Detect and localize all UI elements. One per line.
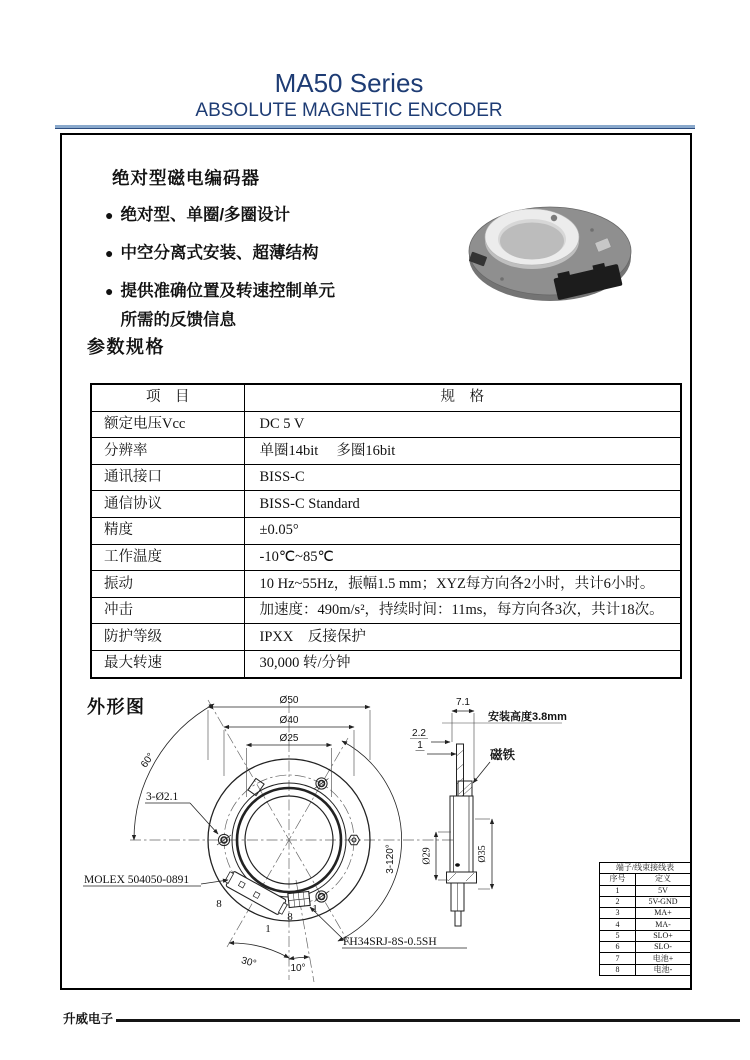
spec-item-cell: 精度 bbox=[91, 517, 244, 544]
bullet-icon: ● bbox=[105, 207, 114, 223]
wiring-row bbox=[600, 964, 691, 975]
wiring-pin-def: MA+ bbox=[636, 908, 691, 919]
wiring-pin-def: SLO+ bbox=[636, 930, 691, 941]
wiring-pin-no: 4 bbox=[600, 919, 636, 930]
dim-diameter-40: Ø40 bbox=[279, 715, 299, 726]
content-box bbox=[60, 133, 692, 990]
spec-row bbox=[91, 597, 681, 624]
feature-item bbox=[105, 239, 365, 268]
fh-label: FH34SRJ-8S-0.5SH bbox=[343, 936, 437, 948]
wiring-row bbox=[600, 885, 691, 896]
wiring-row bbox=[600, 919, 691, 930]
connector-tail bbox=[455, 911, 461, 926]
spec-item-cell: 通信协议 bbox=[91, 491, 244, 518]
spec-value-cell: -10℃~85℃ bbox=[244, 544, 681, 571]
disc-screw-2 bbox=[590, 228, 594, 232]
spec-row bbox=[91, 517, 681, 544]
intro-heading: 绝对型磁电编码器 bbox=[112, 168, 260, 188]
fh-pin8-label: 8 bbox=[287, 911, 293, 923]
dim-diameter-35: Ø35 bbox=[477, 845, 488, 863]
spec-value-cell: IPXX 反接保护 bbox=[244, 624, 681, 651]
wiring-pin-no: 6 bbox=[600, 942, 636, 953]
dim-1: 1 bbox=[417, 740, 423, 751]
feature-text: 绝对型、单圈/多圈设计 bbox=[120, 206, 291, 224]
wiring-pin-def: 电池- bbox=[636, 964, 691, 975]
spec-item-cell: 额定电压Vcc bbox=[91, 411, 244, 438]
angle-30-label: 30° bbox=[239, 955, 258, 970]
spec-item-cell: 最大转速 bbox=[91, 650, 244, 677]
drawing-heading: 外形图 bbox=[87, 693, 150, 719]
feature-list bbox=[105, 201, 365, 344]
wiring-pin-def: 5V-GND bbox=[636, 896, 691, 907]
specs-table bbox=[90, 383, 682, 679]
wiring-row bbox=[600, 908, 691, 919]
wiring-pin-no: 2 bbox=[600, 896, 636, 907]
bottom-flange bbox=[447, 872, 477, 883]
fh-connector bbox=[288, 891, 310, 907]
body-dot bbox=[455, 863, 460, 866]
product-photo bbox=[450, 193, 650, 318]
hub-bore bbox=[500, 223, 564, 260]
wiring-pin-def: 5V bbox=[636, 885, 691, 896]
feature-item bbox=[105, 277, 365, 335]
dim-2-2: 2.2 bbox=[412, 728, 426, 739]
spec-value-cell: 单圈14bit 多圈16bit bbox=[244, 438, 681, 465]
page-subtitle: ABSOLUTE MAGNETIC ENCODER bbox=[195, 100, 503, 121]
specs-col-spec: 规 格 bbox=[244, 384, 681, 411]
spec-row bbox=[91, 624, 681, 651]
magnet-label: 磁铁 bbox=[490, 748, 516, 762]
wiring-row bbox=[600, 930, 691, 941]
spec-row bbox=[91, 571, 681, 598]
spec-item-cell: 振动 bbox=[91, 571, 244, 598]
spec-value-cell: BISS-C bbox=[244, 464, 681, 491]
feature-text: 中空分离式安装、超薄结构 bbox=[120, 244, 319, 262]
wiring-table bbox=[599, 862, 691, 976]
wiring-pin-no: 8 bbox=[600, 964, 636, 975]
angle-60-label: 60° bbox=[139, 751, 157, 770]
spec-row bbox=[91, 544, 681, 571]
feature-item bbox=[105, 201, 365, 230]
angle-10-label: 10° bbox=[290, 963, 306, 974]
holes-label: 3-Ø2.1 bbox=[146, 791, 179, 803]
molex-connector bbox=[223, 870, 289, 917]
spec-item-cell: 分辨率 bbox=[91, 438, 244, 465]
specs-col-item: 项 目 bbox=[91, 384, 244, 411]
wiring-title-row bbox=[600, 863, 691, 874]
spec-item-cell: 防护等级 bbox=[91, 624, 244, 651]
molex-label: MOLEX 504050-0891 bbox=[84, 874, 190, 886]
bullet-icon: ● bbox=[105, 245, 114, 261]
spec-row bbox=[91, 411, 681, 438]
wiring-pin-def: SLO- bbox=[636, 942, 691, 953]
spec-row bbox=[91, 464, 681, 491]
spec-value-cell: BISS-C Standard bbox=[244, 491, 681, 518]
wiring-pin-def: MA- bbox=[636, 919, 691, 930]
page-title: MA50 Series bbox=[274, 68, 424, 98]
wiring-title: 端子/线束接线表 bbox=[600, 863, 691, 874]
disc-hole bbox=[551, 215, 557, 221]
dim-7-1: 7.1 bbox=[456, 697, 470, 708]
magnet-block bbox=[458, 781, 472, 796]
angle-3x120-label: 3-120° bbox=[385, 844, 396, 874]
spec-item-cell: 通讯接口 bbox=[91, 464, 244, 491]
dim-diameter-29: Ø29 bbox=[421, 847, 433, 865]
molex-pin8-label: 8 bbox=[216, 898, 222, 910]
spec-value-cell: 30,000 转/分钟 bbox=[244, 650, 681, 677]
spec-value-cell: 10 Hz~55Hz，振幅1.5 mm；XYZ每方向各2小时，共计6小时。 bbox=[244, 571, 681, 598]
spec-value-cell: 加速度：490m/s²，持续时间：11ms，每方向各3次，共计18次。 bbox=[244, 597, 681, 624]
wiring-col-no: 序号 bbox=[600, 874, 636, 885]
wiring-pin-no: 7 bbox=[600, 953, 636, 964]
dim-diameter-50: Ø50 bbox=[279, 695, 299, 706]
header-divider-thin bbox=[55, 128, 695, 129]
screw-hole-top bbox=[315, 778, 329, 789]
fh-pin1-label: 1 bbox=[312, 903, 318, 915]
screw-hole-bottom bbox=[315, 891, 329, 902]
feature-text: 提供准确位置及转速控制单元所需的反馈信息 bbox=[120, 282, 335, 329]
header bbox=[35, 68, 663, 123]
wiring-row bbox=[600, 953, 691, 964]
bullet-icon: ● bbox=[105, 283, 114, 299]
header-divider bbox=[55, 125, 695, 128]
wiring-row bbox=[600, 942, 691, 953]
specs-header-row bbox=[91, 384, 681, 411]
spec-item-cell: 工作温度 bbox=[91, 544, 244, 571]
spec-row bbox=[91, 491, 681, 518]
dimension-lines bbox=[134, 704, 402, 959]
specs-heading: 参数规格 bbox=[87, 337, 165, 357]
spec-value-cell: DC 5 V bbox=[244, 411, 681, 438]
spec-item-cell: 冲击 bbox=[91, 597, 244, 624]
wiring-row bbox=[600, 896, 691, 907]
spec-row bbox=[91, 438, 681, 465]
wiring-pin-def: 电池+ bbox=[636, 953, 691, 964]
spec-row bbox=[91, 650, 681, 677]
wiring-pin-no: 1 bbox=[600, 885, 636, 896]
wiring-col-def: 定义 bbox=[636, 874, 691, 885]
footer-brand: 升威电子 bbox=[63, 1012, 114, 1026]
footer-divider bbox=[116, 1019, 740, 1022]
wiring-header-row bbox=[600, 874, 691, 885]
molex-pin1-label: 1 bbox=[265, 923, 271, 935]
dim-diameter-25: Ø25 bbox=[279, 733, 299, 744]
spec-value-cell: ±0.05° bbox=[244, 517, 681, 544]
mount-height-note: 安装高度3.8mm bbox=[488, 711, 567, 723]
side-view bbox=[410, 711, 562, 926]
disc-screw-1 bbox=[500, 277, 504, 281]
wiring-pin-no: 3 bbox=[600, 908, 636, 919]
wiring-pin-no: 5 bbox=[600, 930, 636, 941]
